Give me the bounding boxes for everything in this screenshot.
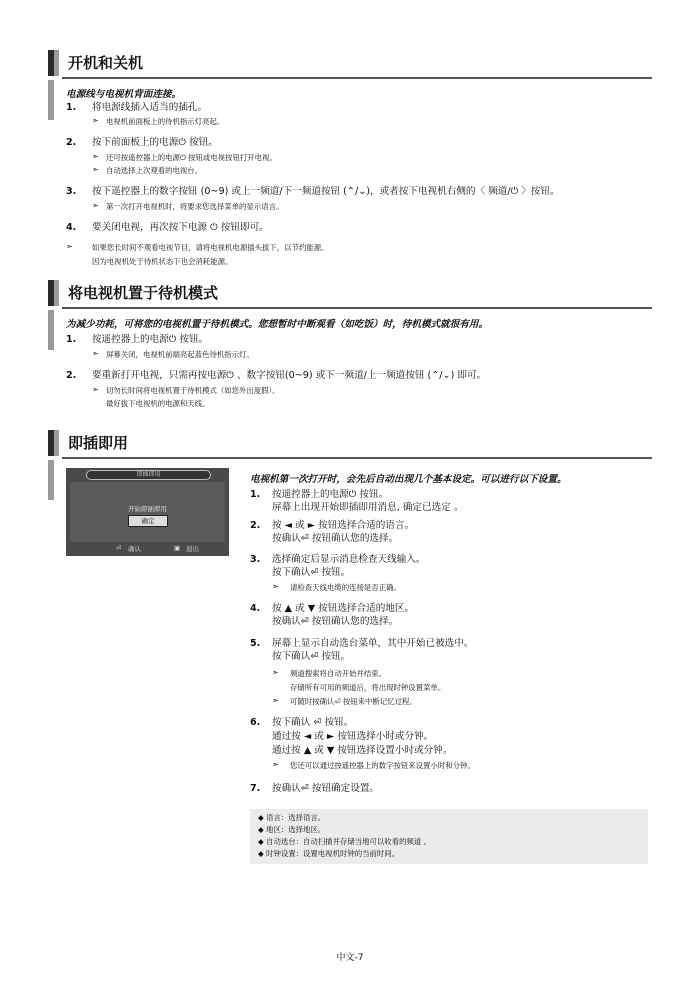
step-text: 按下确认⏎ 按钮。	[272, 567, 351, 578]
step-text: 按下确认⏎ 按钮。	[272, 651, 351, 662]
osd-footer-exit: 退出	[186, 545, 199, 553]
osd-footer-confirm: 确认	[128, 545, 141, 553]
summary-item	[258, 812, 325, 823]
step-note: 切勿长时间将电视机置于待机模式（如您外出度假）。	[106, 386, 280, 395]
section-intro: 电源线与电视机背面连接。	[66, 89, 182, 100]
step-text: 选择确定后显示消息检查天线输入。	[272, 554, 426, 565]
side-strip	[48, 80, 54, 120]
step-note: 屏幕关闭，电视机前端亮起蓝色待机指示灯。	[106, 350, 254, 359]
arrow-icon: ➣	[92, 385, 99, 394]
step-text: 按确认⏎ 按钮确认您的选择。	[272, 616, 399, 627]
step-note: 存储所有可用的频道后，将出现时钟设置菜单。	[290, 683, 446, 692]
arrow-icon: ➣	[92, 349, 99, 358]
step-text: 要关闭电视，再次按下电源 ⏻ 按钮即可。	[92, 222, 269, 233]
osd-ok-button: 确定	[128, 515, 168, 527]
arrow-icon: ➣	[92, 201, 99, 210]
enter-icon: ⏎	[116, 544, 122, 552]
summary-text: 自动选台：自动扫描并存储当地可以收看的频道 。	[266, 837, 431, 846]
section-intro: 电视机第一次打开时，会先后自动出现几个基本设定。可以进行以下设置。	[250, 474, 567, 485]
bullet-icon: ◆	[258, 825, 264, 834]
section-marker	[48, 430, 59, 456]
step-number: 3.	[250, 554, 261, 565]
page-number: 中文-7	[336, 953, 364, 963]
menu-icon: ▣	[174, 544, 181, 552]
step-number: 4.	[250, 603, 261, 614]
side-strip	[48, 310, 54, 350]
section-rule	[62, 307, 652, 309]
summary-item	[258, 848, 399, 859]
step-number: 6.	[250, 717, 261, 728]
arrow-icon: ➣	[92, 152, 99, 161]
section-title: 即插即用	[68, 434, 129, 452]
step-note: 最好拔下电视机的电源和天线。	[106, 399, 210, 408]
step-note: 第一次打开电视机时，将要求您选择菜单的显示语言。	[106, 202, 284, 211]
arrow-icon: ➣	[272, 760, 279, 769]
step-note: 可随时按确认⏎ 按钮来中断记忆过程。	[290, 697, 417, 706]
arrow-icon: ➣	[92, 165, 99, 174]
arrow-icon: ➣	[272, 668, 279, 677]
step-number: 1.	[66, 334, 77, 345]
step-note: 还可按遥控器上的电源⏻ 按钮或电视按钮打开电视。	[106, 153, 277, 162]
section-title: 开机和关机	[68, 54, 144, 72]
step-text: 按下前面板上的电源⏻ 按钮。	[92, 137, 218, 148]
bullet-icon: ◆	[258, 813, 264, 822]
step-text: 将电源线插入适当的插孔。	[92, 102, 208, 113]
step-text: 按 ◄ 或 ► 按钮选择合适的语言。	[272, 520, 415, 531]
step-text: 要重新打开电视，只需再按电源⏻ 、数字按钮(0~9) 或下一频道/上一频道按钮 (⌃/⌄) 即可。	[92, 370, 487, 381]
bullet-icon: ◆	[258, 837, 264, 846]
step-text: 按下确认 ⏎ 按钮。	[272, 717, 354, 728]
osd-message: 开始即插即用	[128, 505, 167, 513]
step-note: 自动选择上次观看的电视台。	[106, 166, 203, 175]
step-number: 7.	[250, 783, 261, 794]
section-marker	[48, 50, 59, 76]
step-note: 您还可以通过按遥控器上的数字按钮来设置小时和分钟。	[290, 761, 475, 770]
bullet-icon: ◆	[258, 849, 264, 858]
summary-text: 地区：选择地区。	[266, 825, 326, 834]
step-number: 2.	[66, 137, 77, 148]
osd-screenshot	[66, 468, 229, 556]
step-text: 按遥控器上的电源⏻ 按钮。	[272, 489, 389, 500]
step-number: 4.	[66, 222, 77, 233]
arrow-icon: ➣	[92, 116, 99, 125]
step-note: 频道搜索将自动开始并结束。	[290, 669, 387, 678]
step-text: 按确认⏎ 按钮确定设置。	[272, 783, 380, 794]
summary-item	[258, 824, 325, 835]
step-text: 屏幕上出现开始即插即用消息, 确定已选定 。	[272, 502, 464, 513]
step-text: 通过按 ▲ 或 ▼ 按钮选择设置小时或分钟。	[272, 745, 453, 756]
step-note: 电视机前面板上的待机指示灯亮起。	[106, 117, 225, 126]
step-text: 按确认⏎ 按钮确认您的选择。	[272, 533, 399, 544]
arrow-icon: ➣	[272, 582, 279, 591]
section-rule	[62, 457, 652, 459]
tip-note: 因为电视机处于待机状态下也会消耗能源。	[92, 257, 233, 266]
step-number: 1.	[66, 102, 77, 113]
step-note: 请检查天线电缆的连接是否正确。	[290, 583, 401, 592]
osd-body	[70, 482, 225, 542]
summary-item	[258, 836, 431, 847]
arrow-icon: ➣	[66, 242, 73, 251]
step-number: 1.	[250, 489, 261, 500]
section-intro: 为减少功耗，可将您的电视机置于待机模式。您想暂时中断观看（如吃饭）时，待机模式就很有用。	[66, 319, 489, 330]
summary-text: 语言：选择语言。	[266, 813, 326, 822]
step-number: 2.	[66, 370, 77, 381]
summary-text: 时钟设置：设置电视机时钟的当前时间。	[266, 849, 400, 858]
step-text: 按 ▲ 或 ▼ 按钮选择合适的地区。	[272, 603, 415, 614]
step-text: 按遥控器上的电源⏻ 按钮。	[92, 334, 209, 345]
section-rule	[62, 77, 652, 79]
step-number: 2.	[250, 520, 261, 531]
summary-box	[250, 809, 648, 864]
section-marker	[48, 280, 59, 306]
arrow-icon: ➣	[272, 696, 279, 705]
step-number: 3.	[66, 186, 77, 197]
step-text: 通过按 ◄ 或 ► 按钮选择小时或分钟。	[272, 731, 434, 742]
osd-tab: 即插即用	[86, 470, 211, 480]
step-number: 5.	[250, 638, 261, 649]
tip-note: 如果您长时间不观看电视节目，请将电视机电源插头拔下，以节约能源。	[92, 243, 329, 252]
step-text: 屏幕上显示自动选台菜单，其中开始已被选中。	[272, 638, 474, 649]
section-title: 将电视机置于待机模式	[68, 284, 219, 302]
side-strip	[48, 460, 54, 500]
step-text: 按下遥控器上的数字按钮 (0~9) 或上一频道/下一频道按钮 (⌃/⌄)，或者按下电视机右侧的〈 频道/⏻ 〉按钮。	[92, 186, 560, 197]
